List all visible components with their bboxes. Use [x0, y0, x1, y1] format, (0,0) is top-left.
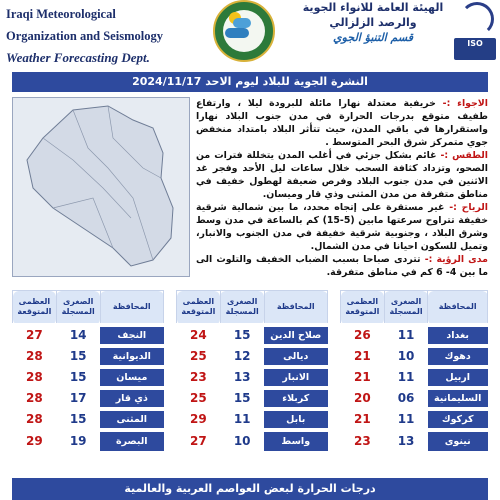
- table-row: [341, 367, 488, 388]
- sky-label: الطقس :-: [440, 150, 488, 161]
- table-row: [177, 325, 328, 346]
- max-temp: 21: [341, 346, 385, 367]
- org-name-english: [6, 3, 196, 69]
- temperature-table-3: [12, 290, 164, 451]
- forecast-weather: [196, 97, 488, 149]
- max-temp: 21: [341, 409, 385, 430]
- city-name: ميسان: [100, 367, 163, 388]
- min-temp: 11: [384, 367, 428, 388]
- city-name: السليمانية: [428, 388, 488, 409]
- org-name-line1: Iraqi Meteorological: [6, 7, 116, 21]
- max-temp: 28: [13, 409, 57, 430]
- header-city: المحافظة: [428, 291, 488, 325]
- table-row: [177, 367, 328, 388]
- header-max: العظمى المتوقعة: [341, 291, 385, 325]
- min-temp: 11: [384, 325, 428, 346]
- max-temp: 27: [13, 325, 57, 346]
- city-name: ديالى: [264, 346, 327, 367]
- dept-name: Weather Forecasting Dept.: [6, 50, 150, 65]
- bulletin-title: النشرة الجوية للبلاد ليوم الاحد 2024/11/17: [12, 72, 488, 92]
- forecast-text: [196, 97, 488, 277]
- weather-map: [12, 97, 190, 277]
- visibility-label: مدى الرؤية :-: [424, 254, 488, 265]
- forecast-sky: [196, 149, 488, 201]
- temperature-table-2: [176, 290, 328, 451]
- min-temp: 19: [56, 430, 100, 451]
- city-name: المثنى: [100, 409, 163, 430]
- min-temp: 15: [220, 388, 264, 409]
- visibility-text: تتردى صباحا بسبب الضباب الخفيف والتلوث الى ما بين 4- 6 كم في مناطق متفرقة.: [196, 254, 488, 278]
- max-temp: 29: [13, 430, 57, 451]
- header-city: المحافظة: [264, 291, 327, 325]
- table-row: [13, 388, 164, 409]
- table-row: [13, 409, 164, 430]
- min-temp: 15: [56, 409, 100, 430]
- max-temp: 27: [177, 430, 221, 451]
- table-header-row: [13, 291, 164, 325]
- city-name: بغداد: [428, 325, 488, 346]
- wind-text: غير مستقرة على إتجاه محدد، ما بين شمالية شرقية خفيفة تتراوح سرعتها مابين (5-15) كم بالساعة في مدن وسط وشرق البلاد ، وجنوبية شرقية خفيفة في مدن الجنوب والانبار، وتميل للسكون احيانا في مدن الشمال.: [196, 202, 488, 252]
- city-name: كركوك: [428, 409, 488, 430]
- max-temp: 23: [341, 430, 385, 451]
- min-temp: 14: [56, 325, 100, 346]
- min-temp: 15: [220, 325, 264, 346]
- city-name: دهوك: [428, 346, 488, 367]
- table-row: [13, 346, 164, 367]
- city-name: البصرة: [100, 430, 163, 451]
- min-temp: 06: [384, 388, 428, 409]
- cloud-icon: [233, 18, 251, 28]
- table-row: [177, 388, 328, 409]
- min-temp: 17: [56, 388, 100, 409]
- iso-badge: [454, 38, 496, 60]
- table-row: [341, 409, 488, 430]
- min-temp: 10: [384, 346, 428, 367]
- weather-text: خريفية معتدلة نهارا مائلة للبرودة ليلا ، وارتفاع طفيف متوقع بدرجات الحرارة في مدن جنوب البلاد نهارا واستقرارها في باقي المدن، حيث تتأثر البلاد بامتداد منخفض جوي متمركز شرق البحر المتوسط .: [196, 98, 488, 148]
- min-temp: 13: [220, 367, 264, 388]
- max-temp: 26: [341, 325, 385, 346]
- min-temp: 10: [220, 430, 264, 451]
- table-row: [177, 409, 328, 430]
- max-temp: 25: [177, 346, 221, 367]
- city-name: نينوى: [428, 430, 488, 451]
- forecast-wind: [196, 201, 488, 253]
- city-name: كربلاء: [264, 388, 327, 409]
- header-min: الصغرى المسجلة: [220, 291, 264, 325]
- footer-banner: درجات الحرارة لبعض العواصم العربية والعالمية: [12, 478, 488, 500]
- header-min: الصغرى المسجلة: [384, 291, 428, 325]
- city-name: الانبار: [264, 367, 327, 388]
- max-temp: 28: [13, 367, 57, 388]
- weather-label: الاجواء :-: [442, 98, 488, 109]
- table-row: [177, 430, 328, 451]
- city-name: صلاح الدين: [264, 325, 327, 346]
- wind-label: الرياح :-: [449, 202, 489, 213]
- table-row: [13, 430, 164, 451]
- min-temp: 11: [220, 409, 264, 430]
- min-temp: 15: [56, 367, 100, 388]
- city-name: اربيل: [428, 367, 488, 388]
- iraq-map-icon: [13, 98, 190, 277]
- city-name: بابل: [264, 409, 327, 430]
- table-row: [341, 388, 488, 409]
- table-row: [13, 325, 164, 346]
- table-header-row: [341, 291, 488, 325]
- min-temp: 15: [56, 346, 100, 367]
- header-max: العظمى المتوقعة: [13, 291, 57, 325]
- table-header-row: [177, 291, 328, 325]
- max-temp: 23: [177, 367, 221, 388]
- table-row: [341, 430, 488, 451]
- max-temp: 21: [341, 367, 385, 388]
- max-temp: 25: [177, 388, 221, 409]
- header-max: العظمى المتوقعة: [177, 291, 221, 325]
- sky-text: غائم بشكل جزئي في أغلب المدن يتخللة فترات من الصحو، وتزداد كثافة السحب خلال ساعات ليل الأحد وفجر غد الاثنين في مدن جنوب البلاد وفرص ضعيفة لهطول خفيف في مناطق متفرقة من مدن المثنى وذي قار وميسان.: [196, 150, 488, 200]
- temperature-table-1: [340, 290, 488, 451]
- table-row: [13, 367, 164, 388]
- org-name-line2: Organization and Seismology: [6, 29, 163, 43]
- table-row: [341, 346, 488, 367]
- max-temp: 20: [341, 388, 385, 409]
- header-min: الصغرى المسجلة: [56, 291, 100, 325]
- table-row: [177, 346, 328, 367]
- org-ar-line2: والرصد الزلزالي: [329, 16, 417, 29]
- city-name: الديوانية: [100, 346, 163, 367]
- table-row: [341, 325, 488, 346]
- header-city: المحافظة: [100, 291, 163, 325]
- max-temp: 29: [177, 409, 221, 430]
- min-temp: 12: [220, 346, 264, 367]
- max-temp: 28: [13, 388, 57, 409]
- decorative-arc: [460, 2, 494, 36]
- org-name-arabic: [298, 0, 448, 45]
- max-temp: 28: [13, 346, 57, 367]
- max-temp: 24: [177, 325, 221, 346]
- globe-icon: [225, 28, 249, 38]
- organization-logo: [213, 0, 275, 62]
- header: [0, 0, 500, 66]
- min-temp: 11: [384, 409, 428, 430]
- forecast-visibility: [196, 253, 488, 279]
- org-ar-line1: الهيئة العامة للانواء الجوية: [302, 1, 444, 14]
- city-name: النجف: [100, 325, 163, 346]
- min-temp: 13: [384, 430, 428, 451]
- iso-label: ISO: [467, 39, 483, 48]
- city-name: ذي قار: [100, 388, 163, 409]
- city-name: واسط: [264, 430, 327, 451]
- section-name: قسم التنبؤ الجوي: [333, 31, 413, 44]
